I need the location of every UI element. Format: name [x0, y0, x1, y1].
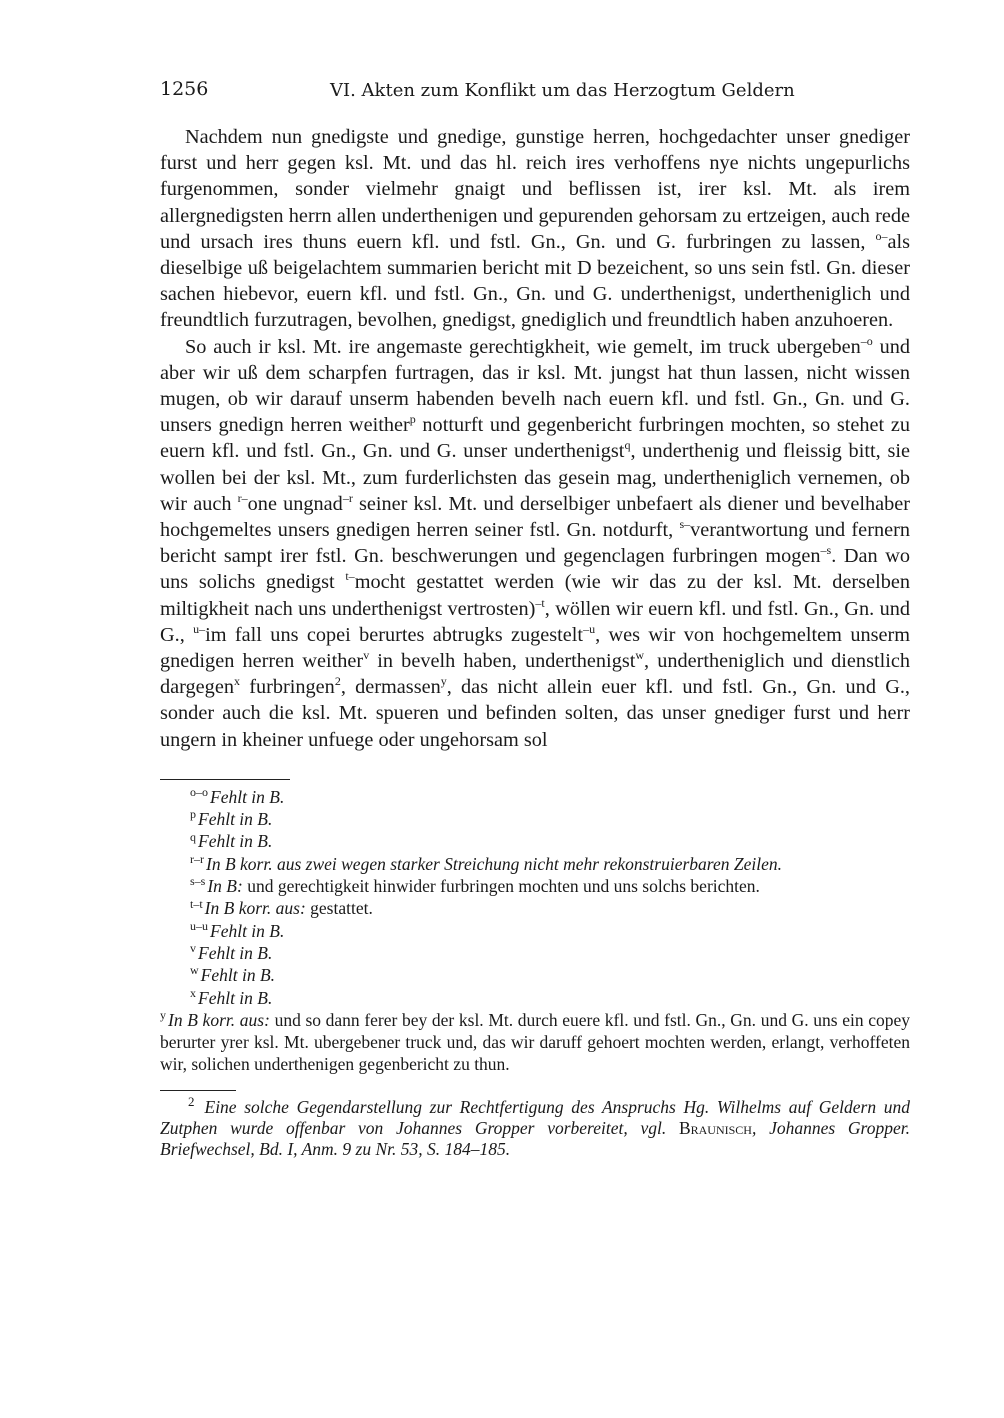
apparatus-entry-mark: v [190, 941, 196, 956]
apparatus-entry [160, 897, 910, 919]
page [160, 78, 910, 1160]
apparatus-mark: s– [679, 517, 691, 532]
apparatus-entry-mark: t–t [190, 896, 203, 911]
text-run: , wes wir von hochgemeltem unserm gnedigen herren weither [160, 623, 911, 673]
text-run: als dieselbige uß beigelachtem summarien bericht mit D bezeichent, so uns sein fstl. Gn. dieser sachen hiebevor, euern kfl. und fstl. Gn., Gn. und G. underthenigst, undertheniglich und freundtlich furzutragen, bevolhen, gnedigst, gnediglich und freundtlich haben anzuhoeren. [160, 230, 910, 332]
apparatus-entry-mark: w [190, 963, 199, 978]
text-run: one ungnad [247, 492, 343, 515]
apparatus-entry [160, 920, 910, 942]
apparatus-mark: r– [237, 491, 248, 506]
apparatus-entry [160, 964, 910, 986]
body-text [160, 124, 910, 753]
footnote-text: , Johannes Gropper. Briefwechsel, Bd. I, Anm. 9 zu Nr. 53, S. 184–185. [160, 1117, 910, 1159]
paragraph-1 [160, 124, 910, 334]
apparatus-entry [160, 830, 910, 852]
apparatus-entry-text: und gerechtigkeit hinwider furbringen mochten und uns solchs berichten. [242, 876, 760, 897]
apparatus-entry [160, 786, 910, 808]
running-title: VI. Akten zum Konflikt um das Herzogtum Geldern [330, 80, 795, 101]
apparatus-entry-text: gestattet. [305, 898, 373, 919]
text-run: in bevelh haben, underthenigst [369, 650, 636, 673]
footnote-ref: 2 [334, 674, 341, 689]
apparatus-rule [160, 779, 290, 780]
page-number: 1256 [160, 78, 209, 100]
apparatus-entry-note: Fehlt in B. [210, 786, 285, 807]
text-run: Nachdem nun gnedigste und gnedige, gunstige herren, hochgedachter unser gnediger furst und herr gegen ksl. Mt. und das hl. reich ires verhoffens nye nichts ungepurlichs furgenommen, sonder vielmehr gnaigt und beflissen ist, irer ksl. Mt. als irem allergnedigsten herrn allen underthenigen und gepurenden gehorsam zu ertzeigen, auch rede und ursach ires thuns euern kfl. und fstl. Gn., Gn. und G. furbringen zu lassen, [160, 126, 910, 253]
apparatus-entry-mark: q [190, 829, 196, 844]
apparatus-entry [160, 987, 910, 1009]
apparatus-entry [160, 1009, 910, 1076]
apparatus-entry-mark: y [160, 1008, 166, 1023]
apparatus-mark: o– [875, 229, 888, 244]
text-run: So auch ir ksl. Mt. ire angemaste gerechtigkheit, wie gemelt, im truck ubergeben [185, 335, 861, 358]
apparatus-entry-mark: r–r [190, 851, 204, 866]
footnote-text: Eine solche Gegendarstellung zur Rechtfertigung des Anspruchs Hg. Wilhelms auf Geldern und Zutphen wurde offenbar von Johannes Gropper vorbereitet, vgl. [160, 1096, 910, 1138]
apparatus-entry-mark: p [190, 807, 196, 822]
apparatus-entry [160, 853, 910, 875]
apparatus-entry-mark: x [190, 985, 196, 1000]
text-run: , underthenig und fleissig bitt, sie wollen bei der ksl. Mt., zum furderlichsten das gesein mag, undertheniglich vernemen, ob wir auch [160, 440, 910, 515]
paragraph-2 [160, 334, 910, 753]
apparatus-mark: –r [342, 491, 353, 506]
text-run: , das nicht allein euer kfl. und fstl. Gn., Gn. und G., sonder auch die ksl. Mt. spueren und befinden solten, das unser gnediger furst und herr ungern in kheiner unfuege oder ungehorsam sol [160, 676, 910, 751]
apparatus-entry [160, 808, 910, 830]
footnote-2 [160, 1093, 910, 1160]
text-run: . Dan wo uns solichs gnedigst [160, 545, 910, 594]
running-head [160, 78, 910, 108]
apparatus-entry-note: Fehlt in B. [200, 965, 276, 986]
footnote-number: 2 [188, 1093, 195, 1109]
text-run: , dermassen [340, 676, 441, 699]
apparatus-mark: x [233, 674, 240, 689]
text-run: verantwortung und fernern bericht sampt irer fstl. Gn. beschwerungen und gegenclagen furbringen mogen [160, 519, 910, 568]
apparatus-entry-note: Fehlt in B. [198, 831, 273, 852]
footnote-author: Braunisch [678, 1117, 752, 1138]
text-run: furbringen [239, 676, 335, 699]
apparatus-entry-note: In B korr. aus: [204, 898, 306, 919]
text-run: , undertheniglich und dienstlich dargegen [160, 650, 911, 699]
apparatus-entry-mark: o–o [190, 785, 208, 800]
apparatus-mark: q [624, 438, 631, 453]
apparatus-mark: –o [860, 333, 873, 348]
text-run: und aber wir uß dem scharpfen furtragen, das ir ksl. Mt. jungst hat thun lassen, nicht wissen mugen, ob wir darauf unserm habenden bevelh nach euern kfl. und fstl. Gn., Gn. und G. unsers gnedign herren weither [160, 335, 910, 437]
apparatus-mark: y [440, 674, 447, 689]
text-run: mocht gestattet werden (wie wir das zu der ksl. Mt. derselben miltigkheit nach uns underthenigst vertrosten) [160, 571, 910, 620]
apparatus-entry-note: In B korr. aus: [168, 1009, 270, 1030]
apparatus-mark: –t [535, 595, 545, 610]
apparatus-entry-note: Fehlt in B. [198, 987, 273, 1008]
apparatus-mark: u– [193, 622, 206, 637]
apparatus-entry-note: In B: [207, 876, 243, 897]
apparatus-mark: v [363, 648, 370, 663]
apparatus-mark: p [409, 412, 416, 427]
apparatus-mark: w [635, 648, 645, 663]
apparatus-entry-note: In B korr. aus zwei wegen starker Streichung nicht mehr rekonstruierbaren Zeilen. [206, 853, 782, 874]
apparatus-entry-mark: s–s [190, 874, 206, 889]
critical-apparatus [160, 786, 910, 1076]
apparatus-entry [160, 942, 910, 964]
text-run: seiner ksl. Mt. und derselbiger unbefaert als diener und bevelhaber hochgemeltes unsers gnedigen herren seiner fstl. Gn. notdurft, [160, 492, 911, 542]
text-run: im fall uns copei berurtes abtrugks zugestelt [205, 623, 584, 646]
apparatus-entry [160, 875, 910, 897]
apparatus-entry-note: Fehlt in B. [210, 920, 285, 941]
apparatus-entry-text: und so dann ferer bey der ksl. Mt. durch euere kfl. und fstl. Gn., Gn. und G. uns ein copey berurter yrer ksl. Mt. ubergebener truck und, das wir daruff gehoert mochten werden, erlangt, verhoffeten wir, solichen underthenigen gegenbericht zu thun. [160, 1009, 911, 1075]
apparatus-entry-note: Fehlt in B. [198, 809, 273, 830]
text-run: , wöllen wir euern kfl. und fstl. Gn., Gn. und G., [160, 597, 910, 646]
footnote-rule [160, 1090, 236, 1091]
apparatus-mark: t– [345, 569, 355, 584]
apparatus-mark: –s [820, 543, 832, 558]
apparatus-entry-mark: u–u [190, 918, 208, 933]
apparatus-mark: –u [583, 622, 596, 637]
apparatus-entry-note: Fehlt in B. [198, 942, 273, 963]
text-run: notturft und gegenbericht furbringen mochten, so stehet zu euern kfl. und fstl. Gn., Gn. und G. unser underthenigst [160, 414, 910, 463]
